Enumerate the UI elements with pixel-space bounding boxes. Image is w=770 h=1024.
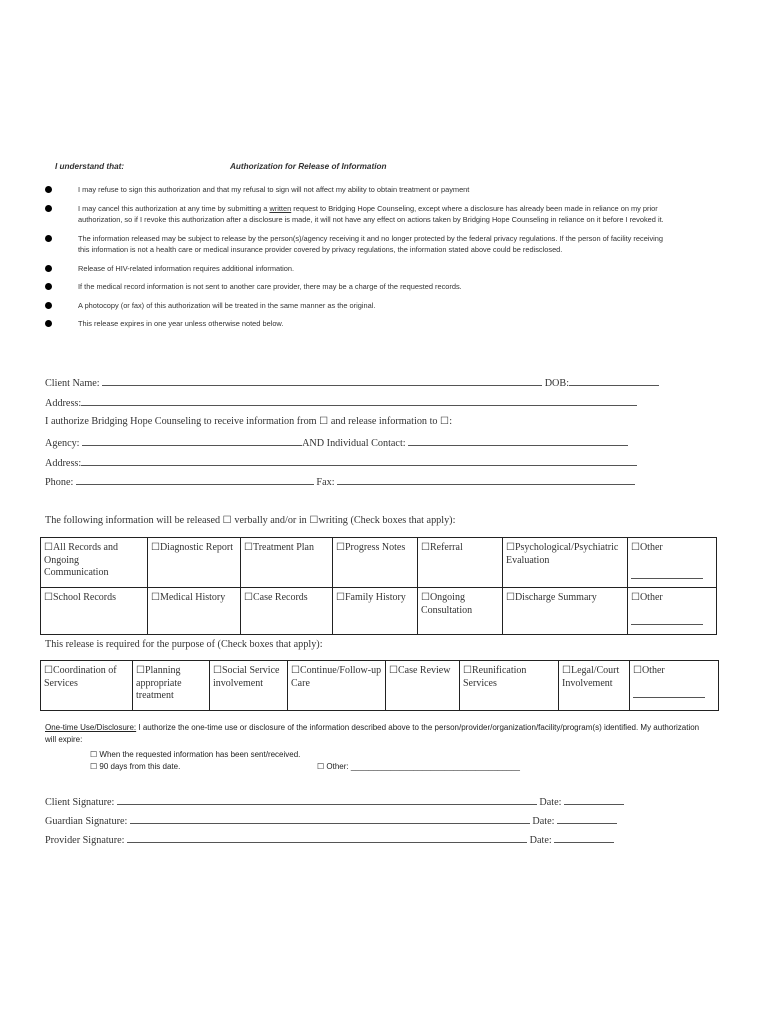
individual-contact-label: AND Individual Contact: xyxy=(302,438,406,449)
provider-signature-line xyxy=(45,833,614,846)
provider-signature-field[interactable] xyxy=(127,833,527,843)
discharge-summary-option[interactable]: ☐Discharge Summary xyxy=(503,588,628,635)
psych-evaluation-option[interactable]: ☐Psychological/Psychiatric Evaluation xyxy=(503,538,628,588)
terms-list xyxy=(45,184,665,337)
term-item: If the medical record information is not sent to another care provider, there may be a charge of the requested records. xyxy=(45,281,665,293)
bullet-icon xyxy=(45,265,52,272)
writing-checkbox[interactable]: ☐ xyxy=(309,515,319,526)
family-history-option[interactable]: ☐Family History xyxy=(333,588,418,635)
bullet-icon xyxy=(45,186,52,193)
client-signature-label: Client Signature: xyxy=(45,797,115,808)
client-name-label: Client Name: xyxy=(45,378,100,389)
term-item: The information released may be subject to release by the person(s)/agency receiving it and no longer protected by the federal privacy regulations. If the person of facility receiving this information is not a health care or medical insurance provider covered by privacy regulations, the information stated above could be redisclosed. xyxy=(45,233,665,256)
receive-checkbox[interactable]: ☐ xyxy=(319,416,329,427)
other-purpose-option[interactable]: ☐Other xyxy=(630,661,719,711)
guardian-signature-line xyxy=(45,814,617,827)
diagnostic-report-option[interactable]: ☐Diagnostic Report xyxy=(148,538,241,588)
understand-label: I understand that: xyxy=(55,162,125,171)
client-address-field[interactable] xyxy=(81,396,637,406)
release-method-line xyxy=(45,515,455,526)
medical-history-option[interactable]: ☐Medical History xyxy=(148,588,241,635)
release-method-text-2: verbally and/or in xyxy=(234,515,307,526)
fax-field[interactable] xyxy=(337,475,635,485)
referral-option[interactable]: ☐Referral xyxy=(418,538,503,588)
client-signature-line xyxy=(45,795,624,808)
case-records-option[interactable]: ☐Case Records xyxy=(241,588,333,635)
term-item: A photocopy (or fax) of this authorization will be treated in the same manner as the original. xyxy=(45,300,665,312)
expire-other-option[interactable]: ☐ Other: ______________________________________ xyxy=(317,762,520,771)
term-item: I may refuse to sign this authorization and that my refusal to sign will not affect my ability to obtain treatment or payment xyxy=(45,184,665,196)
all-records-option[interactable]: ☐All Records and Ongoing Communication xyxy=(41,538,148,588)
one-time-disclosure xyxy=(45,722,705,746)
follow-up-option[interactable]: ☐Continue/Follow-up Care xyxy=(288,661,386,711)
verbal-checkbox[interactable]: ☐ xyxy=(222,515,232,526)
authorize-text-2: and release information to xyxy=(330,416,438,427)
bullet-icon xyxy=(45,235,52,242)
guardian-signature-label: Guardian Signature: xyxy=(45,816,128,827)
bullet-icon xyxy=(45,302,52,309)
other-option[interactable]: ☐Other xyxy=(628,588,717,635)
client-signature-field[interactable] xyxy=(117,795,537,805)
purpose-row xyxy=(41,661,719,711)
bullet-icon xyxy=(45,205,52,212)
planning-option[interactable]: ☐Planning appropriate treatment xyxy=(133,661,210,711)
bullet-icon xyxy=(45,320,52,327)
social-service-option[interactable]: ☐Social Service involvement xyxy=(210,661,288,711)
authorize-colon: : xyxy=(449,416,453,427)
coordination-option[interactable]: ☐Coordination of Services xyxy=(41,661,133,711)
dob-field[interactable] xyxy=(569,376,659,386)
agency-line xyxy=(45,436,628,449)
information-table xyxy=(40,537,717,635)
authorize-text: I authorize Bridging Hope Counseling to receive information from xyxy=(45,416,317,427)
date-label: Date: xyxy=(532,816,555,827)
provider-signature-label: Provider Signature: xyxy=(45,835,125,846)
term-item: Release of HIV-related information requires additional information. xyxy=(45,263,665,275)
date-label: Date: xyxy=(529,835,552,846)
term-item: This release expires in one year unless otherwise noted below. xyxy=(45,318,665,330)
bullet-icon xyxy=(45,283,52,290)
one-time-heading: One-time Use/Disclosure: xyxy=(45,723,137,732)
client-date-field[interactable] xyxy=(564,795,624,805)
other-line[interactable] xyxy=(631,568,703,579)
client-address-label: Address: xyxy=(45,398,82,409)
client-name-field[interactable] xyxy=(102,376,542,386)
other-line[interactable] xyxy=(631,614,703,625)
reunification-option[interactable]: ☐Reunification Services xyxy=(460,661,559,711)
progress-notes-option[interactable]: ☐Progress Notes xyxy=(333,538,418,588)
guardian-date-field[interactable] xyxy=(557,814,617,824)
agency-address-label: Address: xyxy=(45,458,82,469)
information-row xyxy=(41,588,717,635)
phone-fax-line xyxy=(45,475,635,488)
other-option[interactable]: ☐Other xyxy=(628,538,717,588)
one-time-text: I authorize the one-time use or disclosure of the information described above to the person/provider/organization/facility/program(s) identified. My authorization will expire: xyxy=(45,723,700,744)
date-label: Date: xyxy=(539,797,562,808)
client-address-line xyxy=(45,396,637,409)
expire-90-days-option[interactable]: ☐ 90 days from this date. xyxy=(90,762,181,771)
release-method-text-3: writing (Check boxes that apply): xyxy=(318,515,456,526)
authorize-line xyxy=(45,416,452,427)
phone-label: Phone: xyxy=(45,477,74,488)
school-records-option[interactable]: ☐School Records xyxy=(41,588,148,635)
case-review-option[interactable]: ☐Case Review xyxy=(386,661,460,711)
individual-contact-field[interactable] xyxy=(408,436,628,446)
term-item: I may cancel this authorization at any time by submitting a written request to Bridging Hope Counseling, except where a disclosure has already been made in reliance on my prior authorization, so if I revoke this authorization after a disclosure is made, it will not have any effect on actions taken by Bridging Hope Counseling in reliance on it before I revoked it. xyxy=(45,203,665,226)
legal-option[interactable]: ☐Legal/Court Involvement xyxy=(559,661,630,711)
release-checkbox[interactable]: ☐ xyxy=(440,416,450,427)
treatment-plan-option[interactable]: ☐Treatment Plan xyxy=(241,538,333,588)
client-name-line xyxy=(45,376,659,389)
agency-address-line xyxy=(45,456,637,469)
phone-field[interactable] xyxy=(76,475,314,485)
guardian-signature-field[interactable] xyxy=(130,814,530,824)
information-row xyxy=(41,538,717,588)
other-line[interactable] xyxy=(633,687,705,698)
agency-field[interactable] xyxy=(82,436,302,446)
dob-label: DOB: xyxy=(544,378,570,389)
provider-date-field[interactable] xyxy=(554,833,614,843)
ongoing-consultation-option[interactable]: ☐Ongoing Consultation xyxy=(418,588,503,635)
purpose-table xyxy=(40,660,719,711)
release-method-text: The following information will be released xyxy=(45,515,221,526)
expire-when-sent-option[interactable]: ☐ When the requested information has been sent/received. xyxy=(90,750,301,759)
form-title: Authorization for Release of Information xyxy=(230,162,387,171)
purpose-label: This release is required for the purpose of (Check boxes that apply): xyxy=(45,639,323,650)
fax-label: Fax: xyxy=(316,477,335,488)
agency-label: Agency: xyxy=(45,438,80,449)
agency-address-field[interactable] xyxy=(81,456,637,466)
